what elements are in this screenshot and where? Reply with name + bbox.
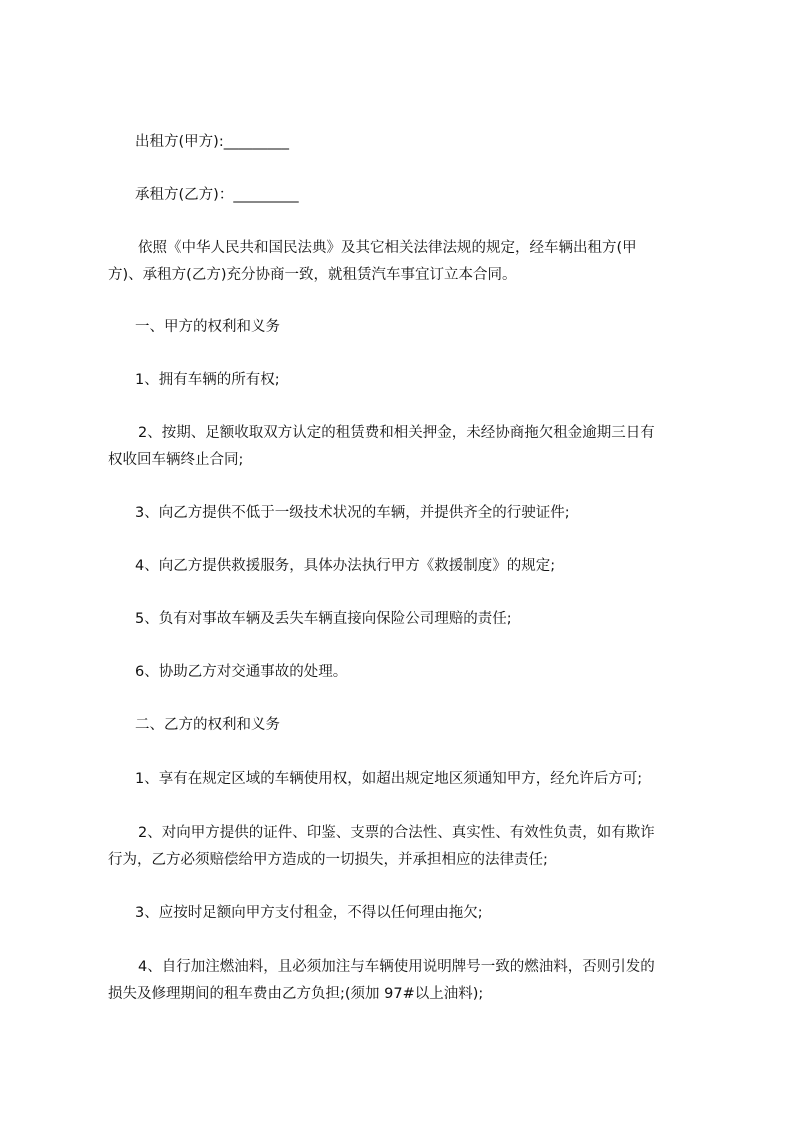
section-2-item-4-line-1: 4、自行加注燃油料，且必须加注与车辆使用说明牌号一致的燃油料，否则引发的: [138, 959, 655, 975]
section-1-item-5: 5、负有对事故车辆及丢失车辆直接向保险公司理赔的责任;: [135, 611, 512, 627]
section-2-item-1: 1、享有在规定区域的车辆使用权，如超出规定地区须通知甲方，经允许后方可;: [135, 771, 643, 787]
section-1-item-6: 6、协助乙方对交通事故的处理。: [135, 664, 348, 680]
preamble-line-2: 方)、承租方(乙方)充分协商一致，就租赁汽车事宜订立本合同。: [108, 267, 517, 283]
section-2-title: 二、乙方的权利和义务: [135, 717, 280, 733]
preamble-line-1: 依照《中华人民共和国民法典》及其它相关法律法规的规定，经车辆出租方(甲: [138, 240, 637, 256]
lessor-line: 出租方(甲方):_________: [135, 134, 289, 150]
section-1-item-4: 4、向乙方提供救援服务，具体办法执行甲方《救援制度》的规定;: [135, 558, 556, 574]
section-1-item-2-line-2: 权收回车辆终止合同;: [108, 452, 244, 468]
section-1-item-1: 1、拥有车辆的所有权;: [135, 372, 280, 388]
section-2-item-2-line-2: 行为，乙方必须赔偿给甲方造成的一切损失，并承担相应的法律责任;: [108, 852, 548, 868]
section-1-title: 一、甲方的权利和义务: [135, 319, 280, 335]
section-1-item-2-line-1: 2、按期、足额收取双方认定的租赁费和相关押金，未经协商拖欠租金逾期三日有: [138, 425, 655, 441]
lessee-line: 承租方(乙方)：_________: [135, 187, 299, 203]
section-1-item-3: 3、向乙方提供不低于一级技术状况的车辆，并提供齐全的行驶证件;: [135, 505, 570, 521]
section-2-item-2-line-1: 2、对向甲方提供的证件、印鉴、支票的合法性、真实性、有效性负责，如有欺诈: [138, 825, 655, 841]
section-2-item-4-line-2: 损失及修理期间的租车费由乙方负担;(须加 97#以上油料);: [108, 986, 484, 1002]
section-2-item-3: 3、应按时足额向甲方支付租金，不得以任何理由拖欠;: [135, 905, 483, 921]
